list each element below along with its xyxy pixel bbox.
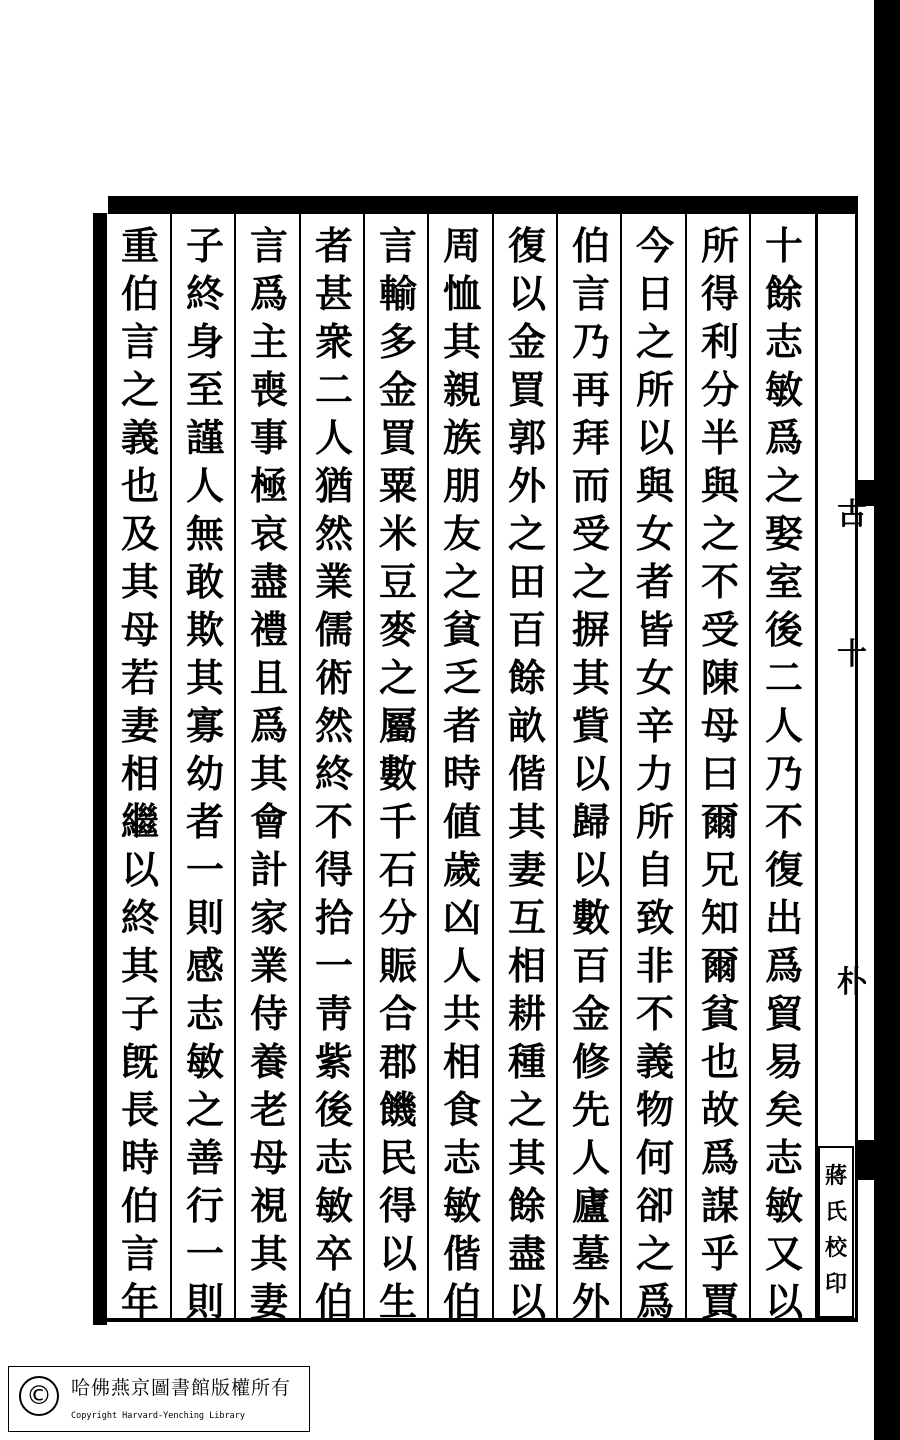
page-binding-edge — [874, 0, 900, 1440]
text-column-10: 子終身至謹人無敢欺其寡幼者一則感志敏之善行一則 — [185, 223, 224, 1324]
frame-left-border — [93, 213, 107, 1325]
copyright-notice — [8, 1366, 310, 1432]
margin-mark: 古 — [837, 497, 867, 532]
copyright-line: Copyright Harvard-Yenching Library — [71, 1411, 245, 1421]
edge-notch — [858, 1140, 874, 1180]
text-column-4: 伯言乃再拜而受之摒其貲以歸以數百金修先人廬墓外 — [571, 223, 610, 1324]
text-column-2: 所得利分半與之不受陳母曰爾兄知爾貧也故爲謀乎賈 — [700, 223, 739, 1324]
text-column-6: 周恤其親族朋友之貧乏者時値歲凶人共相食志敏偕伯 — [442, 223, 481, 1324]
publisher-stamp: 蔣氏校印 — [818, 1146, 854, 1318]
text-column-7: 言輸多金買粟米豆麥之屬數千石分賑合郡饑民得以生 — [378, 223, 417, 1324]
text-column-8: 者甚衆二人猶然業儒術然終不得拾一靑紫後志敏卒伯 — [314, 223, 353, 1324]
text-column-1: 十餘志敏爲之娶室後二人乃不復出爲貿易矣志敏又以 — [764, 223, 803, 1324]
text-column-5: 復以金買郭外之田百餘畝偕其妻互相耕種之其餘盡以 — [507, 223, 546, 1324]
text-column-3: 今日之所以與女者皆女辛力所自致非不義物何卻之爲 — [635, 223, 674, 1324]
margin-rule — [855, 200, 858, 1320]
text-column-9: 言爲主喪事極哀盡禮且爲其會計家業侍養老母視其妻 — [249, 223, 288, 1324]
copyright-holder: 哈佛燕京圖書館版權所有 — [71, 1377, 292, 1399]
text-column-11: 重伯言之義也及其母若妻相繼以終其子旣長時伯言年 — [120, 223, 159, 1324]
margin-mark: 朴 — [837, 965, 867, 1000]
copyright-icon: © — [19, 1376, 59, 1416]
frame-top-border — [108, 196, 858, 214]
margin-mark: 十 — [837, 637, 867, 672]
